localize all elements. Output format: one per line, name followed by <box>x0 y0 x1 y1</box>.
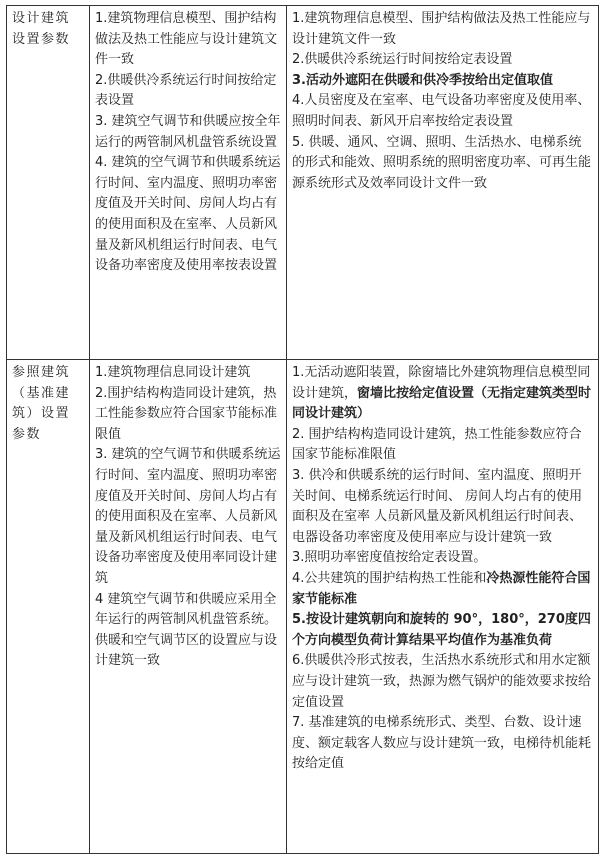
bold-text: 冷热源性能符合国家节能标准 <box>292 570 591 607</box>
row-label: 参照建筑（基准建筑）设置参数 <box>7 360 90 854</box>
list-item: 2.供暖供冷系统运行时间按给定表设置 <box>95 72 277 109</box>
list-item: 1.建筑物理信息同设计建筑 <box>95 365 251 380</box>
text-run: 2.供暖供冷系统运行时间按给定表设置 <box>292 52 513 68</box>
text-run: 4.人员密度及在室率、电气设备功率密度及使用率、照明时间表、新风开启率按给定表设置 <box>292 93 591 129</box>
text-run: 1.建筑物理信息模型、围护结构做法及热工性能应与设计建筑文件一致 <box>292 11 591 47</box>
list-item: 3. 建筑空气调节和供暖应按全年运行的两管制风机盘管系统设置 <box>95 113 281 150</box>
text-run: 3. 供冷和供暖系统的运行时间、室内温度、照明开关时间、电梯系统运行时间、 房间人均占有的使用面积及在室率 人员新风量及新风机组运行时间表、电器设备功率密度及使用率应与设计建筑一致 <box>292 467 583 545</box>
list-item <box>292 363 593 425</box>
table-row <box>7 360 599 854</box>
parameter-table <box>6 5 599 854</box>
text-run: 7. 基准建筑的电梯系统形式、类型、台数、设计速度、额定载客人数应与设计建筑一致，电梯待机能耗按给定值 <box>292 715 592 772</box>
list-item <box>292 569 593 610</box>
list-item: 2.围护结构构造同设计建筑，热工性能参数应符合国家节能标准限值 <box>95 385 278 442</box>
text-run: 2. 围护结构构造同设计建筑，热工性能参数应符合国家节能标准限值 <box>292 426 582 463</box>
list-item: 4. 建筑的空气调节和供暖系统运行时间、室内温度、照明功率密度值及开关时间、房间人均占有的使用面积及在室率、人员新风量及新风机组运行时间表、电气设备功率密度及使用率按表设置 <box>95 155 281 274</box>
list-item <box>292 91 593 132</box>
bold-text: 窗墙比按给定值设置（无指定建筑类型时同设计建筑） <box>292 385 592 422</box>
list-item <box>292 9 593 50</box>
list-item <box>292 548 593 569</box>
list-item: 4 建筑空气调节和供暖应采用全年运行的两管制风机盘管系统。供暖和空气调节区的设置应与设计建筑一致 <box>95 591 278 669</box>
text-run: 5. 供暖、通风、空调、照明、生活热水、电梯系统的形式和能效、照明系统的照明密度功率、可再生能源系统形式及效率同设计文件一致 <box>292 134 592 191</box>
text-run: 1.无活动遮阳装置，除窗墙比外建筑物理信息模型同设计建筑， <box>292 365 591 401</box>
col3-cell <box>287 360 599 854</box>
list-item <box>292 71 593 92</box>
list-item <box>292 133 593 195</box>
list-item <box>292 50 593 71</box>
list-item: 3. 建筑的空气调节和供暖系统运行时间、室内温度、照明功率密度值及开关时间、房间人均占有的使用面积及在室率、人员新风量及新风机组运行时间表、电气设备功率密度及使用率同设计建筑 <box>95 447 281 586</box>
text-run: 4.公共建筑的围护结构热工性能和 <box>292 570 487 586</box>
bold-text: 3.活动外遮阳在供暖和供冷季按给出定值取值 <box>292 72 553 88</box>
col2-cell <box>90 6 287 360</box>
text-run: 3.照明功率密度值按给定表设置。 <box>292 550 487 566</box>
list-item <box>292 425 593 466</box>
text-run: 6.供暖供冷形式按表，生活热水系统形式和用水定额应与设计建筑一致，热源为燃气锅炉的能效要求按给定值设置 <box>292 653 592 710</box>
col2-cell <box>90 360 287 854</box>
list-item <box>292 651 593 713</box>
table-row <box>7 6 599 360</box>
row-label: 设计建筑设置参数 <box>7 6 90 360</box>
bold-text: 5.按设计建筑朝向和旋转的 90°，180°，270度四个方向模型负荷计算结果平均值作为基准负荷 <box>292 612 591 648</box>
list-item <box>292 466 593 548</box>
list-item <box>292 610 593 651</box>
list-item <box>292 713 593 775</box>
col3-cell <box>287 6 599 360</box>
list-item: 1.建筑物理信息模型、围护结构做法及热工性能应与设计建筑文件一致 <box>95 11 278 68</box>
